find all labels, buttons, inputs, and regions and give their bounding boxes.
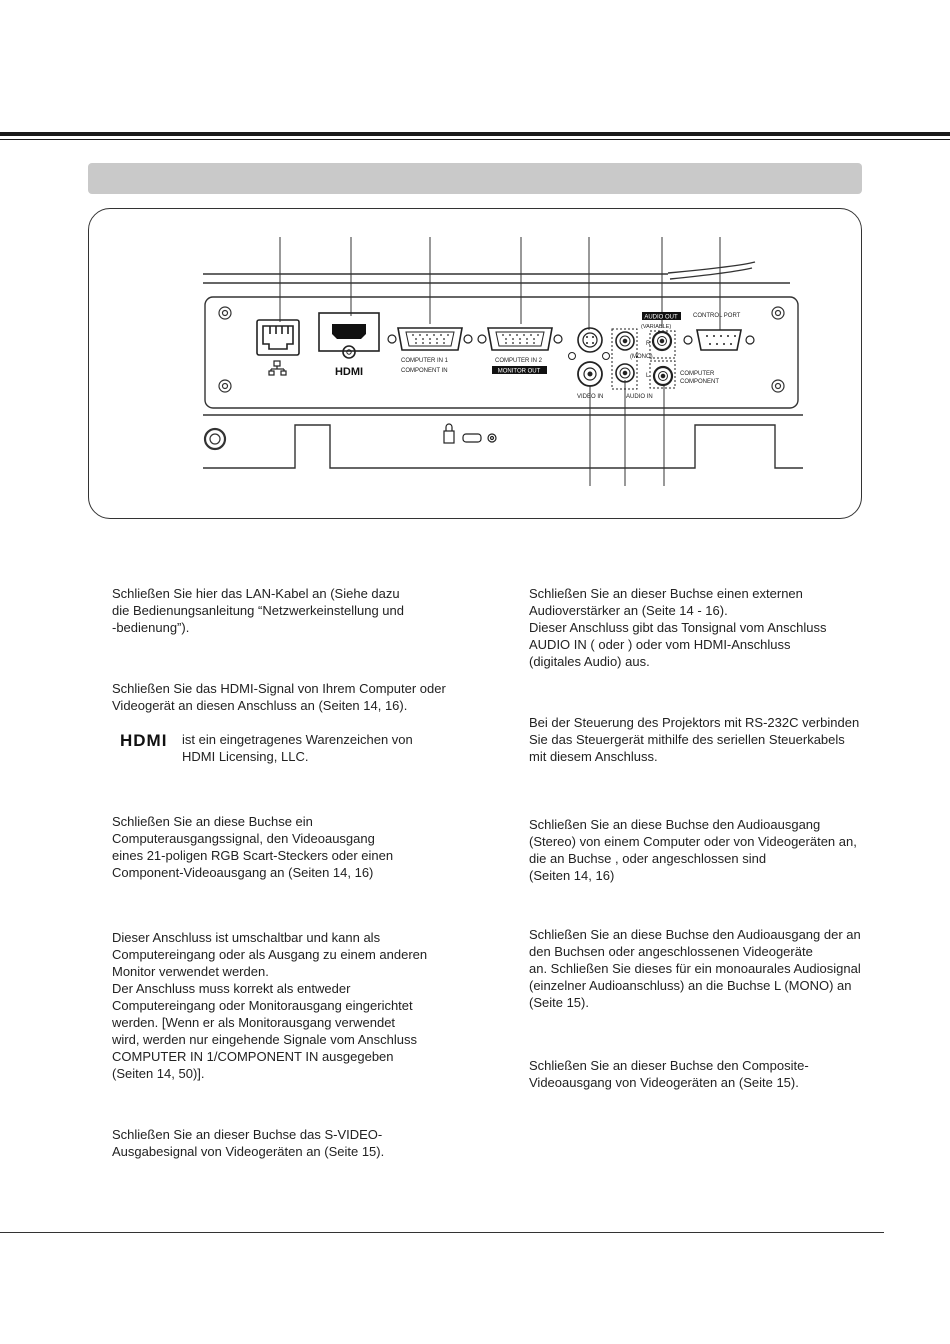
monitor-out-label: MONITOR OUT [497, 368, 541, 375]
hdmi-logo-icon [120, 732, 182, 748]
audio-in-label: AUDIO IN [626, 394, 653, 400]
computer-in-2-label: COMPUTER IN 2 [495, 358, 543, 364]
computer-audio-label: COMPUTER [680, 371, 715, 377]
audio-r-label: R [646, 341, 651, 347]
computer-in-1-port [388, 328, 472, 374]
hdmi-label: HDMI [334, 366, 364, 378]
video-in-label: VIDEO IN [577, 394, 604, 400]
computer-in-1-description: Schließen Sie an diese Buchse ein Computerausgangssignal, den Videoausgang eines 21-poligen RGB Scart-Steckers oder einen Component-Videoausgang an (Seiten 14, 16) [112, 814, 394, 880]
audio-in-ports [612, 329, 653, 400]
hdmi-trademark-note: ist ein eingetragenes Warenzeichen von HDMI Licensing, LLC. [182, 732, 413, 764]
audio-out-description: Schließen Sie an dieser Buchse einen externen Audioverstärker an (Seite 14 - 16). Dieser Anschluss gibt das Tonsignal vom Anschluss AUDIO IN ( oder ) oder vom HDMI-Anschluss (digitales Audio) aus. [529, 586, 827, 669]
variable-label: (VARIABLE) [641, 324, 672, 330]
computer-in-2-port [478, 328, 562, 375]
computer-in-1-label: COMPUTER IN 1 [401, 358, 449, 364]
rear-panel-diagram [0, 0, 950, 540]
hdmi-port [319, 313, 379, 378]
component-in-label: COMPONENT IN [401, 368, 448, 374]
security-slot [444, 424, 496, 443]
audio-l-label: L [646, 373, 650, 379]
control-port-label: CONTROL PORT [693, 313, 741, 319]
audio-out-label: AUDIO OUT [644, 314, 678, 321]
computer-audio-in-port [650, 361, 719, 388]
projector-body [203, 262, 803, 468]
hdmi-logo [120, 732, 182, 748]
s-video-description: Schließen Sie an dieser Buchse das S-VIDEO- Ausgabesignal von Videogeräten an (Seite 15). [112, 1127, 385, 1159]
control-port [684, 313, 754, 350]
control-port-description: Bei der Steuerung des Projektors mit RS-232C verbinden Sie das Steuergerät mithilfe des seriellen Steuerkabels mit diesem Anschluss. [529, 715, 860, 764]
computer-audio-in-description: Schließen Sie an diese Buchse den Audioausgang (Stereo) von einem Computer oder von Videogeräten an, die an Buchse , oder angeschlossen sind (Seiten 14, 16) [529, 817, 857, 883]
footer-rule [0, 1232, 884, 1233]
network-icon [269, 361, 286, 375]
lan-description: Schließen Sie hier das LAN-Kabel an (Siehe dazu die Bedienungsanleitung “Netzwerkeinstellung und -bedienung”). [112, 586, 404, 635]
hdmi-description: Schließen Sie das HDMI-Signal von Ihrem Computer oder Videogerät an diesen Anschluss an (Seiten 14, 16). [112, 681, 446, 713]
video-in-description: Schließen Sie an dieser Buchse den Composite- Videoausgang von Videogeräten an (Seite 15). [529, 1058, 809, 1090]
mono-label: (MONO) [630, 354, 653, 360]
component-audio-label: COMPONENT [680, 379, 719, 385]
audio-out-port [641, 312, 681, 358]
lan-port [257, 320, 299, 355]
s-video-port [569, 328, 610, 360]
video-in-port [577, 362, 603, 400]
audio-in-description: Schließen Sie an diese Buchse den Audioausgang der an den Buchsen oder angeschlossenen Videogeräte an. Schließen Sie dieses für ein monoaurales Audiosignal (einzelner Audioanschluss) an die Buchse L (MONO) an (Seite 15). [529, 927, 861, 1010]
svg-text:HDMI: HDMI [120, 732, 168, 748]
computer-in-2-description: Dieser Anschluss ist umschaltbar und kann als Computereingang oder als Ausgang zu einem anderen Monitor verwendet werden. Der Anschluss muss korrekt als entweder Computereingang oder Monitorausgang eingerichtet werden. [Wenn er als Monitorausgang verwendet wird, werden nur eingehende Signale vom Anschluss COMPUTER IN 1/COMPONENT IN ausgegeben (Seiten 14, 50)]. [112, 930, 428, 1081]
